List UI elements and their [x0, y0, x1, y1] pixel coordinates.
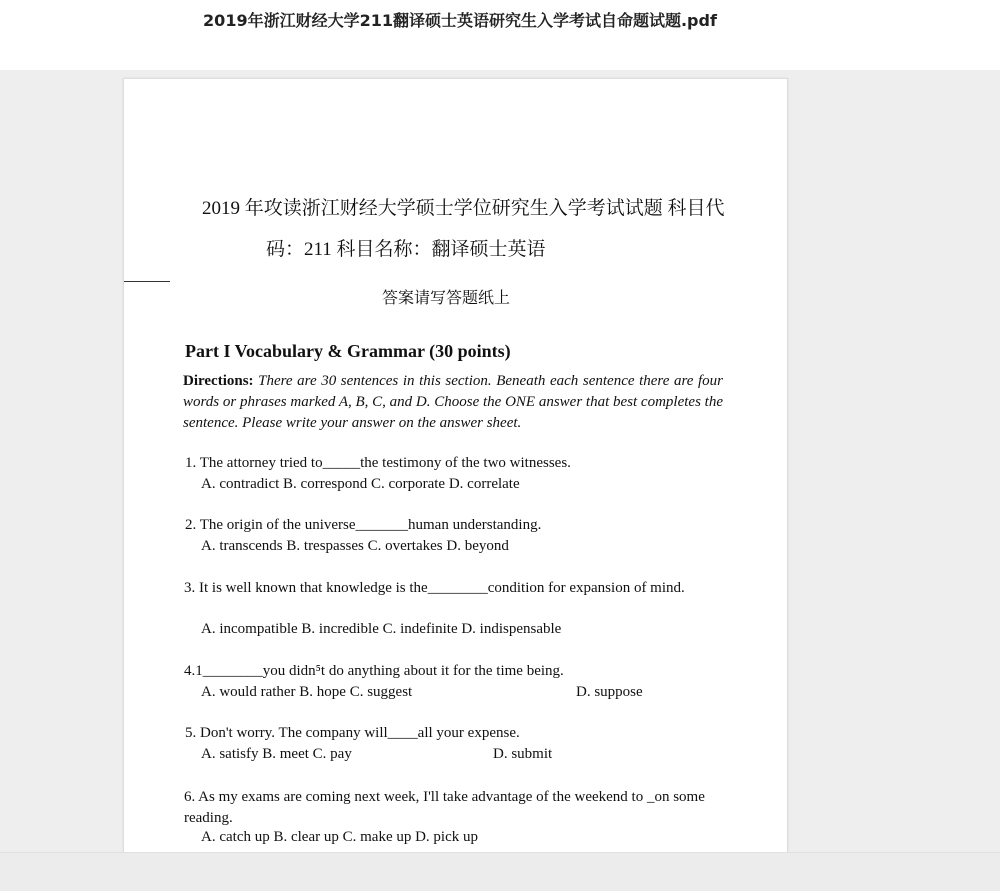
question-4-option-d: D. suppose	[576, 684, 643, 700]
document-title: 2019年浙江财经大学211翻译硕士英语研究生入学考试自命题试题.pdf	[203, 11, 717, 30]
question-4-options: A. would rather B. hope C. suggest	[201, 684, 413, 700]
answer-blank: ________	[427, 580, 488, 596]
question-2-stem: 2. The origin of the universe_______human understanding.	[185, 517, 542, 533]
answer-blank: _____	[322, 455, 361, 471]
question-3-options: A. incompatible B. incredible C. indefinite D. indispensable	[201, 621, 562, 637]
question-6-options: A. catch up B. clear up C. make up D. pick up	[201, 829, 479, 845]
directions-text: There are 30 sentences in this section. Beneath each sentence there are four words or phrases marked A, B, C, and D. Choose the ONE answer that best completes the sentence. Please write your answer on the answer sheet.	[183, 373, 723, 431]
question-4-stem: 4.1________you didn⁵t do anything about it for the time being.	[184, 663, 564, 679]
pdf-page	[123, 78, 788, 852]
pdf-viewer[interactable]	[0, 70, 1000, 852]
answer-blank: ________	[202, 663, 263, 679]
directions	[183, 371, 723, 434]
viewer-bottom-bar	[0, 852, 1000, 891]
question-3-stem: 3. It is well known that knowledge is the________condition for expansion of mind.	[184, 580, 685, 596]
answer-blank: ____	[387, 725, 418, 741]
question-1-options: A. contradict B. correspond C. corporate D. correlate	[201, 476, 520, 492]
question-5-option-d: D. submit	[493, 746, 553, 762]
question-5-options: A. satisfy B. meet C. pay	[201, 746, 352, 762]
part-title: Part I Vocabulary & Grammar (30 points)	[185, 341, 511, 361]
question-1-stem: 1. The attorney tried to_____the testimony of the two witnesses.	[185, 455, 571, 471]
exam-header-line-2: 码：211 科目名称：翻译硕士英语	[266, 239, 546, 260]
exam-header-line-1: 2019 年攻读浙江财经大学硕士学位研究生入学考试试题 科目代	[202, 198, 725, 219]
directions-label: Directions:	[183, 373, 254, 389]
question-6-stem: 6. As my exams are coming next week, I'll take advantage of the weekend to _on some reading.	[184, 789, 705, 826]
question-2-options: A. transcends B. trespasses C. overtakes D. beyond	[201, 538, 509, 554]
answer-note: 答案请写答题纸上	[382, 290, 511, 307]
question-5-stem: 5. Don't worry. The company will____all your expense.	[185, 725, 520, 741]
header-rule	[124, 281, 170, 282]
answer-blank: _______	[355, 517, 409, 533]
title-bar	[0, 0, 1000, 70]
